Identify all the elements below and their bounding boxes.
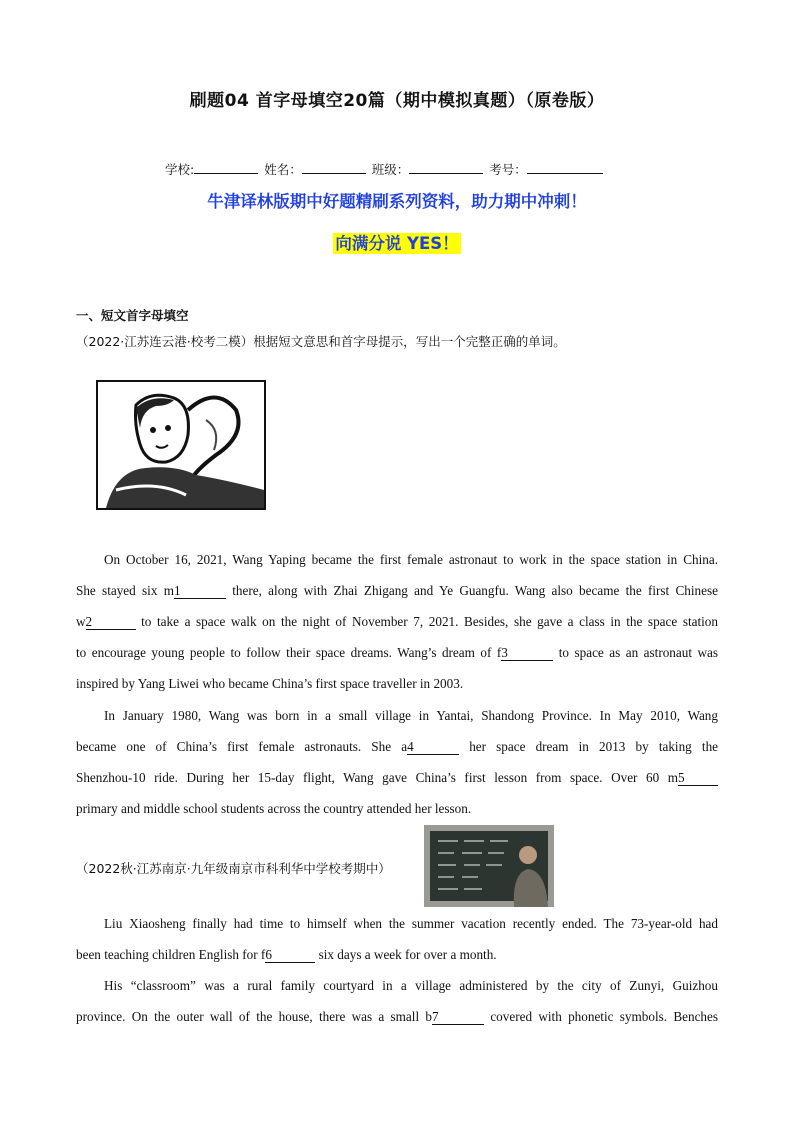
p2-line2: became one of China’s first female astronauts. She a4 her space dream in 2013 by taking the [76,739,719,754]
blank-3[interactable]: 3 [501,646,553,661]
blank-4[interactable]: 4 [407,740,459,755]
class-label: 班级： [371,162,410,177]
p1-line4: to encourage young people to follow their space dreams. Wang’s dream of f3 to space as an astronaut was [76,645,719,660]
blank-2[interactable]: 2 [86,615,136,630]
school-label: 学校: [165,162,195,177]
passage2-source: （2022秋·江苏南京·九年级南京市科利华中学校考期中） [76,861,391,876]
p3-line2: been teaching children English for f6 six days a week for over a month. [76,947,497,962]
passage2-paragraph2 [76,970,718,1032]
passage1-paragraph1 [76,544,718,699]
blank-5[interactable]: 5 [678,771,718,786]
class-field[interactable] [409,161,483,174]
astronaut-photo [96,380,266,510]
p2-line1: In January 1980, Wang was born in a small village in Yantai, Shandong Province. In May 2010, Wang [104,708,718,723]
section-title: 一、短文首字母填空 [76,308,189,323]
passage1-paragraph2 [76,700,718,824]
p1-line2: She stayed six m1 there, along with Zhai Zhigang and Ye Guangfu. Wang also became the first Chinese [76,583,718,598]
passage2-paragraph1 [76,908,718,970]
p1-line5: inspired by Yang Liwei who became China’s first space traveller in 2003. [76,676,464,691]
p4-line2: province. On the outer wall of the house, there was a small b7 covered with phonetic symbols. Benches [76,1009,719,1024]
page-title: 刷题04 首字母填空20篇（期中模拟真题）（原卷版） [189,91,605,111]
name-field[interactable] [302,161,366,174]
promo-line-2 [0,230,794,254]
blank-1[interactable]: 1 [174,584,226,599]
student-info-row [165,160,603,178]
blank-7[interactable]: 7 [432,1010,484,1025]
p3-line1: Liu Xiaosheng finally had time to himself when the summer vacation recently ended. The 73-year-old had [104,916,718,931]
p2-line4: primary and middle school students across the country attended her lesson. [76,801,472,816]
p1-line1: On October 16, 2021, Wang Yaping became the first female astronaut to work in the space station in China. [104,552,718,567]
school-field[interactable] [194,161,258,174]
p4-line1: His “classroom” was a rural family courtyard in a village administered by the city of Zunyi, Guizhou [104,978,718,993]
p2-line3: Shenzhou-10 ride. During her 15-day flight, Wang gave China’s first lesson from space. Over 60 m5 [76,762,718,793]
classroom-photo [424,825,554,907]
promo-highlight: 向满分说 YES！ [335,234,459,253]
name-label: 姓名： [264,162,302,177]
passage1-source: （2022·江苏连云港·校考二模）根据短文意思和首字母提示，写出一个完整正确的单词。 [76,334,566,349]
blank-6[interactable]: 6 [265,948,315,963]
exam-no-field[interactable] [527,161,603,174]
exam-no-label: 考号： [489,162,527,177]
promo-line-1: 牛津译林版期中好题精刷系列资料，助力期中冲刺！ [207,192,587,211]
p1-line3: w2 to take a space walk on the night of November 7, 2021. Besides, she gave a class in the space station [76,614,718,629]
